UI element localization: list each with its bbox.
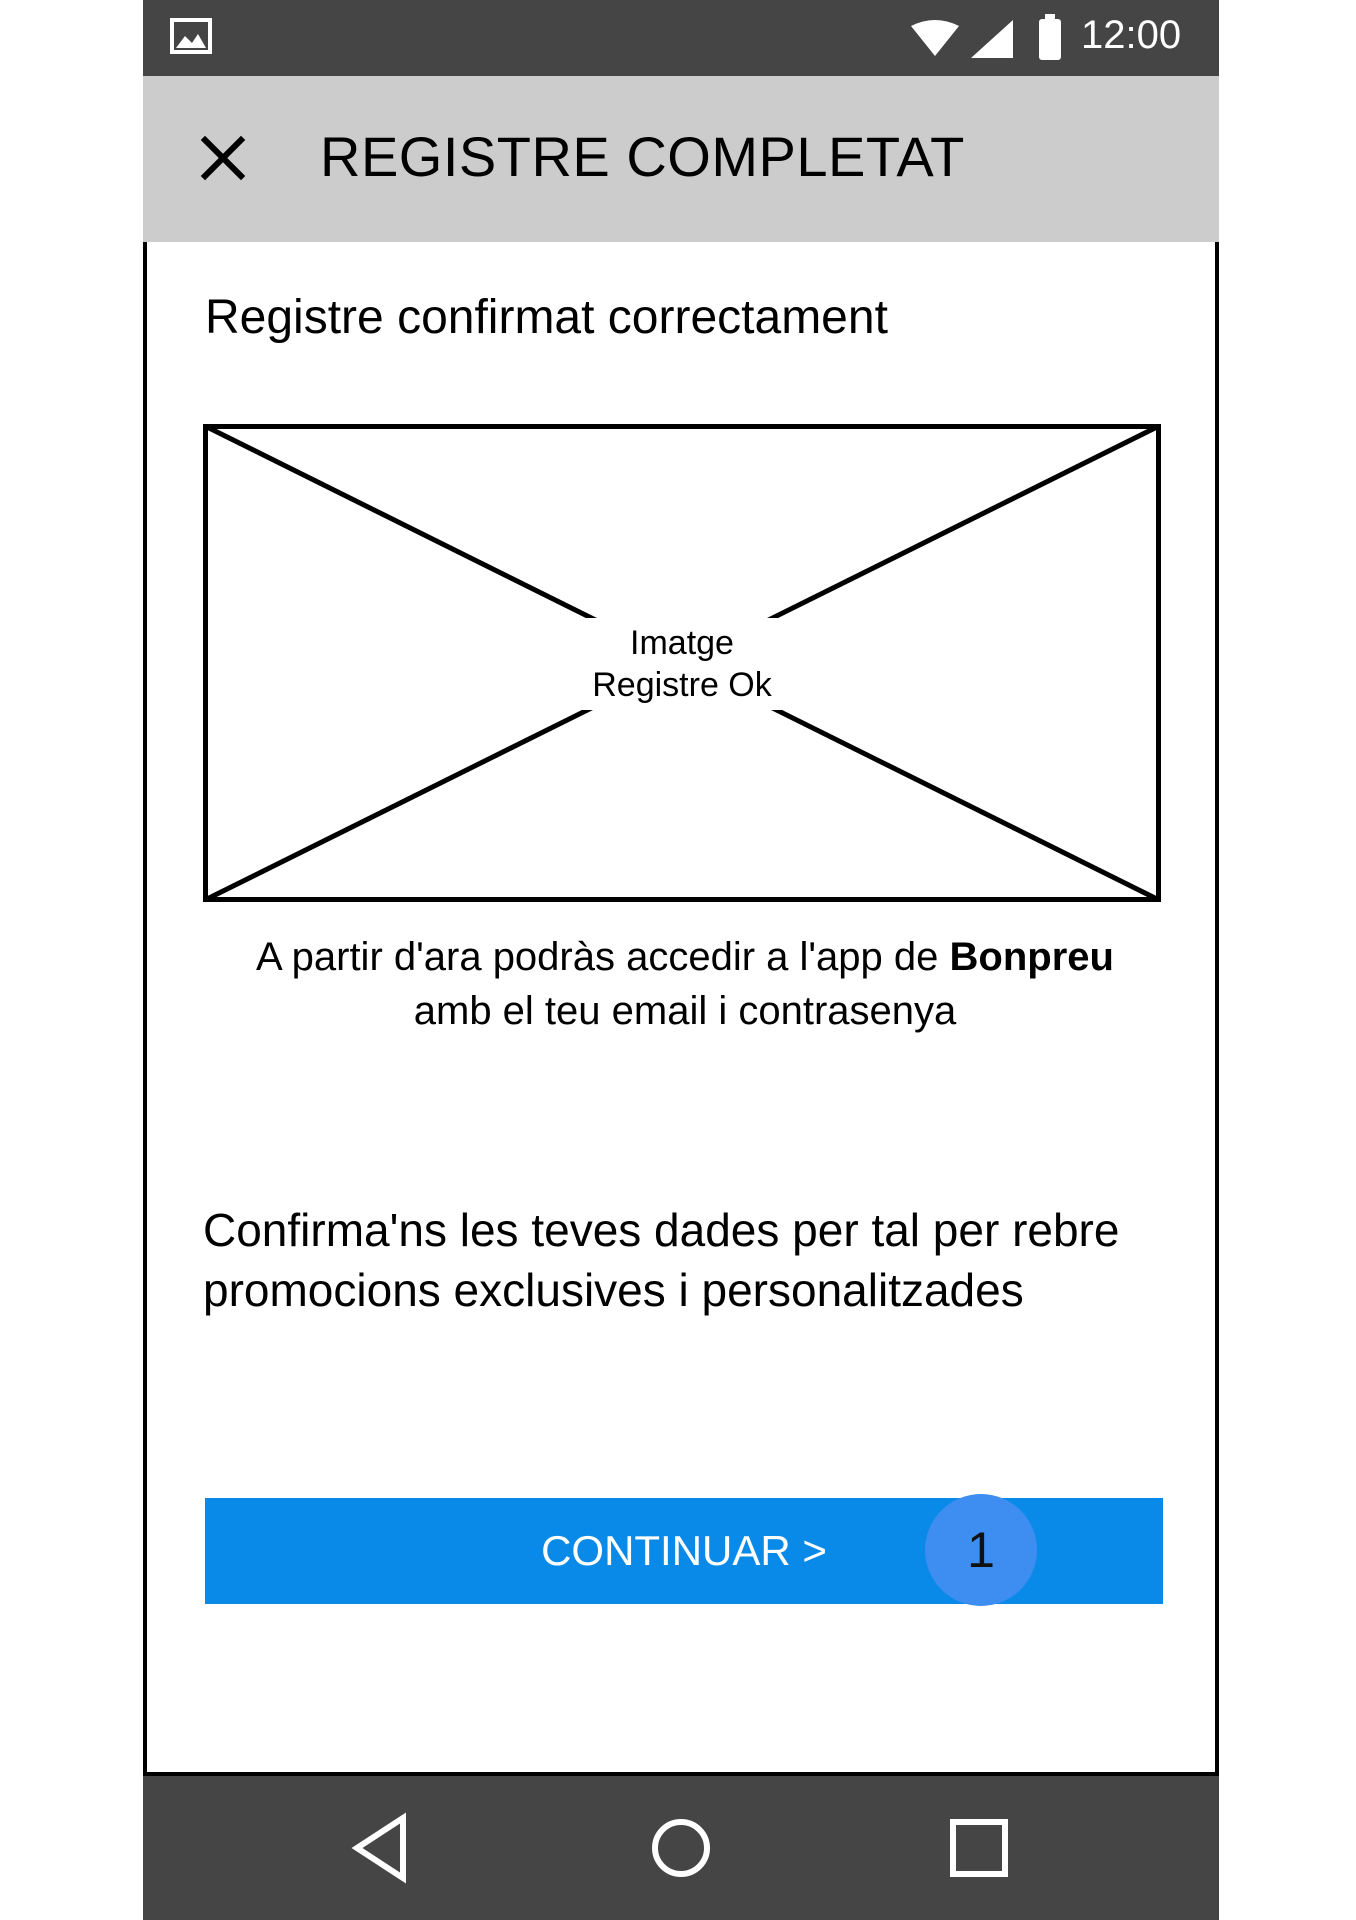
step-badge: 1 (925, 1494, 1037, 1606)
image-caption-line2: Registre Ok (592, 666, 772, 704)
page-title: REGISTRE COMPLETAT (320, 125, 965, 188)
app-bar (143, 76, 1219, 242)
status-time: 12:00 (1081, 13, 1182, 57)
gallery-icon (170, 18, 212, 54)
promo-text: Confirma'ns les teves dades per tal per rebre promocions exclusives i personalitzades (203, 1204, 1120, 1316)
confirmation-subtitle: Registre confirmat correctament (205, 291, 888, 344)
battery-icon (1037, 14, 1063, 60)
info-text-part1: A partir d'ara podràs accedir a l'app de (256, 935, 950, 979)
continue-button[interactable]: CONTINUAR > (205, 1498, 1163, 1604)
info-text-part2: amb el teu email i contrasenya (413, 989, 957, 1033)
recents-icon[interactable] (941, 1810, 1017, 1886)
home-icon[interactable] (643, 1810, 719, 1886)
wifi-icon (911, 20, 959, 56)
image-caption-line1: Imatge (630, 624, 734, 662)
navigation-bar (143, 1772, 1219, 1920)
back-icon[interactable] (347, 1810, 423, 1886)
image-caption (553, 618, 811, 710)
close-icon[interactable] (199, 134, 247, 182)
status-bar (143, 0, 1219, 76)
brand-name: Bonpreu (949, 935, 1114, 979)
info-text (187, 930, 1183, 1038)
signal-icon (971, 20, 1013, 58)
image-placeholder (203, 424, 1161, 902)
phone-screen (143, 0, 1219, 1920)
